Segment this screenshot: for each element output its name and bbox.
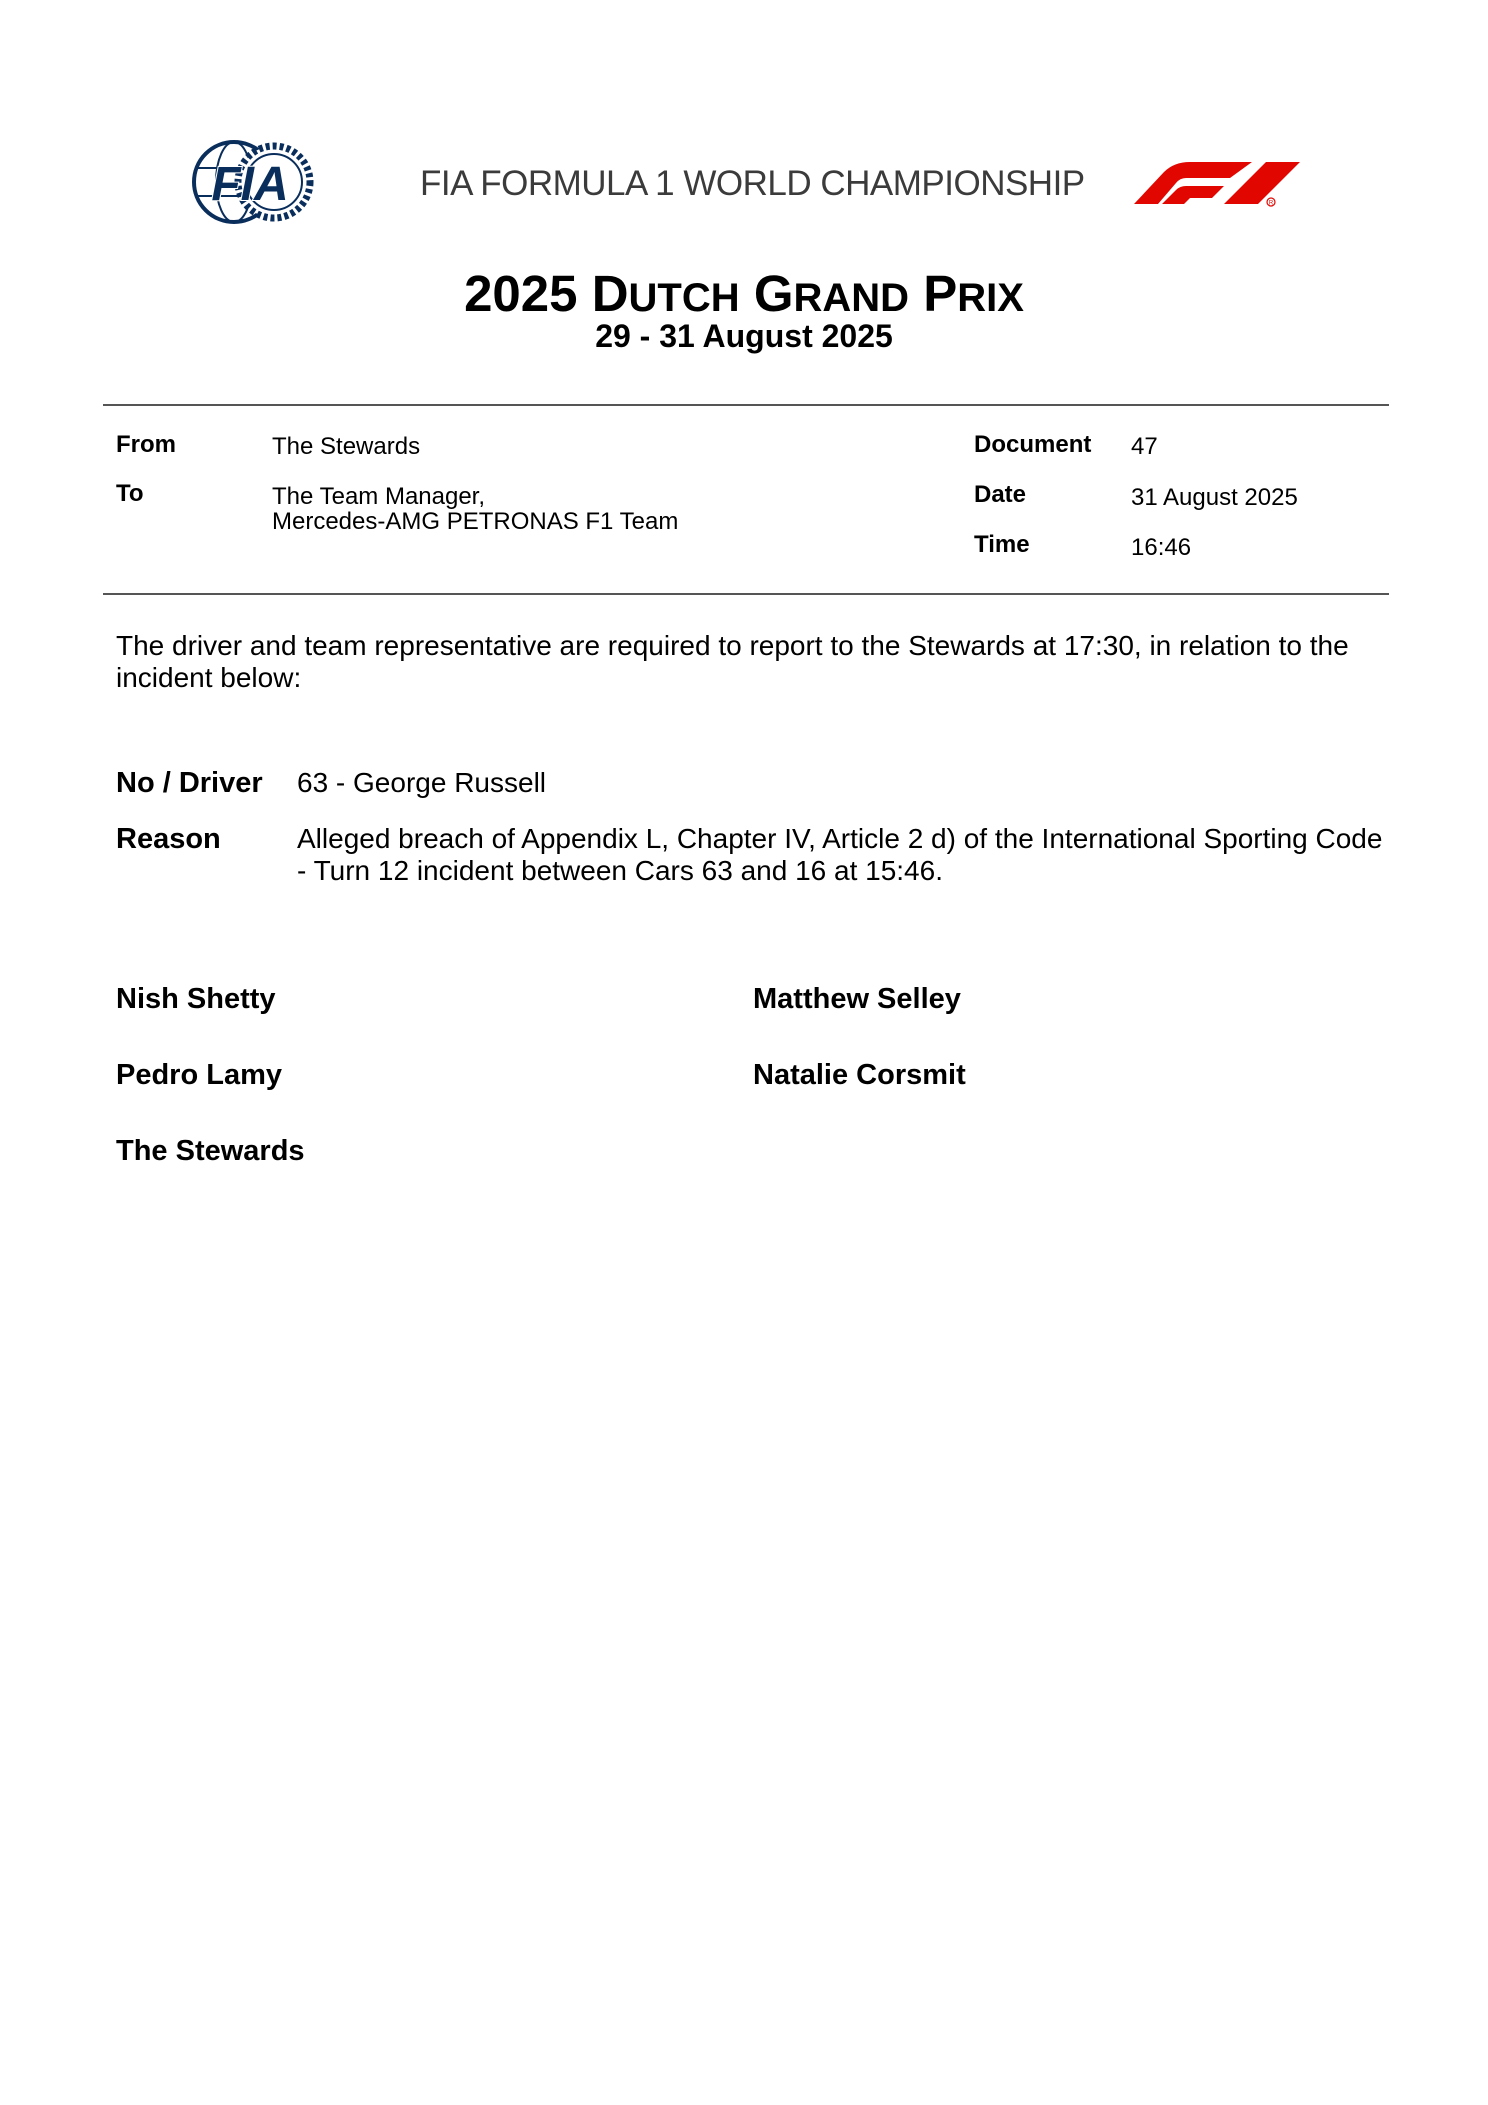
to-label: To [116,480,144,507]
summons-intro: The driver and team representative are required to report to the Stewards at 17:30, in relation to the incident below: [116,630,1349,693]
reason-value: Alleged breach of Appendix L, Chapter IV, Article 2 d) of the International Sporting Code - Turn 12 incident between Cars 63 and 16 at 15:46. [297,823,1383,886]
title-word-2: GRAND [753,265,910,322]
from-value: The Stewards [272,433,421,460]
driver-value: 63 - George Russell [297,767,547,798]
time-label: Time [974,531,1030,558]
steward-name: Natalie Corsmit [753,1059,966,1091]
event-dates: 29 - 31 August 2025 [595,318,893,354]
reason-label: Reason [116,823,221,855]
title-word-1: DUTCH [591,265,740,322]
event-year: 2025 [464,265,578,322]
fia-logo [190,138,316,226]
fia-logo-text: FIA [211,158,289,211]
championship-title: FIA FORMULA 1 WORLD CHAMPIONSHIP [420,164,1085,203]
header-divider-bottom [103,593,1389,595]
event-title [0,264,1488,323]
from-label: From [116,431,176,458]
header-divider-top [103,404,1389,406]
steward-name: Nish Shetty [116,983,276,1015]
steward-name: Pedro Lamy [116,1059,282,1091]
svg-text:R: R [1268,200,1274,207]
steward-name: Matthew Selley [753,983,961,1015]
f1-logo-icon [1120,158,1302,208]
time-value: 16:46 [1131,534,1192,561]
to-value-line2: Mercedes-AMG PETRONAS F1 Team [272,508,679,535]
date-value: 31 August 2025 [1131,484,1298,511]
stewards-signoff: The Stewards [116,1135,305,1167]
driver-label: No / Driver [116,767,263,799]
to-value-line1: The Team Manager, [272,483,486,510]
document-label: Document [974,431,1092,458]
date-label: Date [974,481,1027,508]
title-word-3: PRIX [923,265,1024,322]
document-value: 47 [1131,433,1158,460]
